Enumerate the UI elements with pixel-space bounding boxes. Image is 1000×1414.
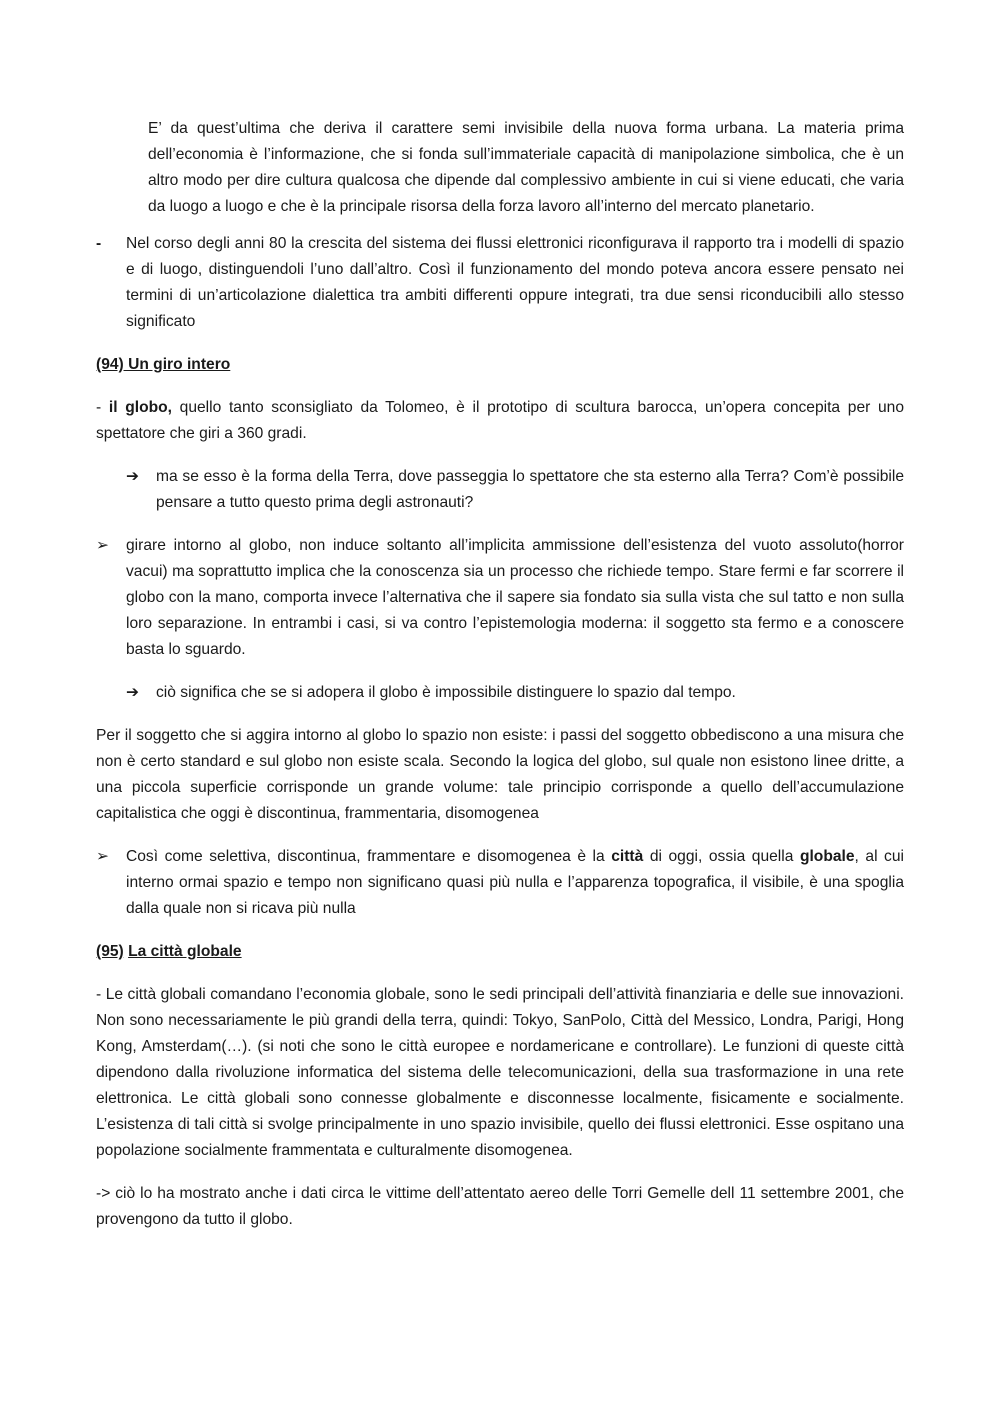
arrow-bullet-text: ma se esso è la forma della Terra, dove passeggia lo spettatore che sta esterno alla Terra? Com’è possibile pensare a tutto questo prima degli astronauti?: [156, 468, 904, 511]
arrow-icon: ➔: [126, 684, 140, 701]
dash-prefix: -: [96, 399, 109, 416]
bullet-text: [126, 844, 904, 922]
triangle-bullet-item: [96, 844, 904, 922]
arrow-bullet-text: ciò significa che se si adopera il globo è impossibile distinguere lo spazio dal tempo.: [156, 684, 736, 701]
paragraph-text: E’ da quest’ultima che deriva il carattere semi invisibile della nuova forma urbana. La materia prima dell’economia è l’informazione, che si fonda sull’immateriale capacità di manipolazione simbolica, che è un altro modo per dire cultura qualcosa che dipende dal complessivo ambiente in cui si viene educati, che varia da luogo a luogo e che è la principale risorsa della forza lavoro all’interno del mercato planetario.: [148, 120, 904, 215]
section-heading-95: [96, 939, 904, 965]
paragraph-globo: [96, 395, 904, 447]
paragraph-soggetto: Per il soggetto che si aggira intorno al globo lo spazio non esiste: i passi del soggetto obbediscono a una misura che non è certo standard e sul globo non esiste scala. Secondo la logica del globo, sul quale non esistono linee dritte, a una piccola superficie corrisponde un grande volume: tale principio corrisponde a quello dell’accumulazione capitalistica che oggi è discontinua, frammentaria, disomogenea: [96, 727, 904, 822]
bold-term-globo: il globo,: [108, 399, 172, 416]
triangle-arrow-icon: ➢: [96, 848, 110, 865]
triangle-bullet-item: [96, 533, 904, 663]
dash-bullet-marker: -: [96, 235, 102, 252]
section-heading-94: (94) Un giro intero: [96, 356, 231, 373]
document-page: [96, 116, 904, 1233]
bullet-text: girare intorno al globo, non induce soltanto all’implicita ammissione dell’esistenza del vuoto assoluto(horror vacui) ma soprattutto implica che la conoscenza sia un processo che richiede tempo. Stare fermi e far scorrere il globo con la mano, comporta invece l’alternativa che il sapere sia fondato sia sulla vista che sul tatto e non sulla loro separazione. In entrambi i casi, si va contro l’epistemologia moderna: il soggetto sta fermo e a conoscere basta lo sguardo.: [126, 537, 904, 658]
bold-term-globale: globale: [799, 848, 855, 865]
arrow-icon: ➔: [126, 468, 140, 485]
arrow-bullet-item: [126, 680, 904, 706]
bullet-text: Nel corso degli anni 80 la crescita del sistema dei flussi elettronici riconfigurava il rapporto tra i modelli di spazio e di luogo, distinguendoli l’uno dall’altro. Così il funzionamento del mondo poteva ancora essere pensato nei termini di un’articolazione dialettica tra ambiti differenti oppure integrati, tra due sensi riconducibili allo stesso significato: [126, 235, 904, 330]
paragraph-citta-globali: - Le città globali comandano l’economia globale, sono le sedi principali dell’attività finanziaria e delle sue innovazioni. Non sono necessariamente le più grandi della terra, quindi: Tokyo, SanPolo, Città del Messico, Londra, Parigi, Hong Kong, Amsterdam(…). (si noti che sono le città europee e nordamericane e controllare). Le funzioni di queste città dipendono dalla rivoluzione informatica del sistema delle telecomunicazioni, della sua trasformazione in una rete elettronica. Le città globali sono connesse globalmente e disconnesse localmente, fisicamente e socialmente. L’esistenza di tali città si svolge principalmente in uno spazio invisibile, quello dei flussi elettronici. Esse ospitano una popolazione socialmente frammentata e culturalmente disomogenea.: [96, 986, 904, 1159]
heading-number: (95): [96, 943, 124, 960]
text-run: di oggi, ossia quella: [643, 848, 800, 865]
text-run: , al cui interno ormai spazio e tempo non significano quasi più nulla e l’apparenza topografica, il visibile, è una spoglia dalla quale non si ricava più nulla: [126, 848, 904, 917]
arrow-bullet-item: [126, 464, 904, 516]
heading-title: La città globale: [128, 943, 242, 960]
text-run: Così come selettiva, discontinua, frammentare e disomogenea è la: [126, 848, 612, 865]
paragraph-torri-gemelle: -> ciò lo ha mostrato anche i dati circa le vittime dell’attentato aereo delle Torri Gemelle dell 11 settembre 2001, che provengono da tutto il globo.: [96, 1185, 904, 1228]
paragraph-text: quello tanto sconsigliato da Tolomeo, è il prototipo di scultura barocca, un’opera concepita per uno spettatore che giri a 360 gradi.: [96, 399, 905, 442]
bold-term-citta: città: [611, 848, 644, 865]
indented-paragraph: [148, 116, 904, 220]
triangle-arrow-icon: ➢: [96, 537, 110, 554]
dash-bullet-item: [96, 231, 904, 335]
